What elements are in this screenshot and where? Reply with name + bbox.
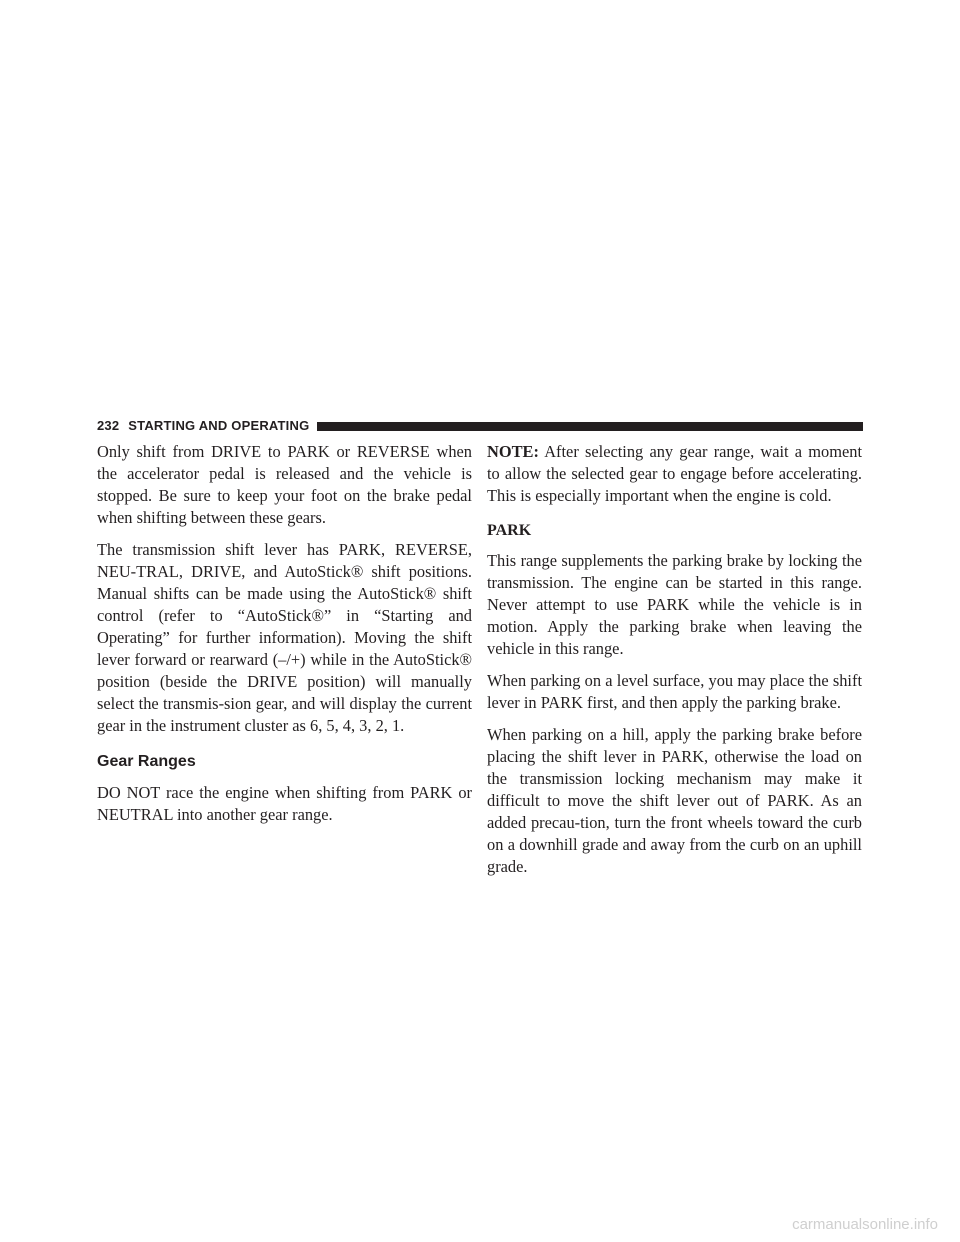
section-title: STARTING AND OPERATING	[128, 418, 310, 433]
note-label: NOTE:	[487, 442, 539, 461]
right-column	[487, 441, 862, 888]
page-header	[97, 419, 863, 433]
paragraph-level-surface: When parking on a level surface, you may place the shift lever in PARK first, and then apply the parking brake.	[487, 671, 862, 712]
left-column	[97, 441, 472, 836]
heading-gear-ranges: Gear Ranges	[97, 753, 196, 770]
paragraph-shift-lever-positions: The transmission shift lever has PARK, REVERSE, NEU-TRAL, DRIVE, and AutoStick® shift positions. Manual shifts can be made using the AutoStick® shift control (refer to “AutoStick®” in “Starting and Operating” for further information). Moving the shift lever forward or rearward (–/+) while in the AutoStick® position (beside the DRIVE position) will manually select the transmis-sion gear, and will display the current gear in the instrument cluster as 6, 5, 4, 3, 2, 1.	[97, 540, 472, 735]
paragraph-hill-parking: When parking on a hill, apply the parking brake before placing the shift lever in PARK, otherwise the load on the transmission locking mechanism may make it difficult to move the shift lever out of PARK. As an added precau-tion, turn the front wheels toward the curb on a downhill grade and away from the curb on an uphill grade.	[487, 725, 862, 876]
page-number: 232	[97, 418, 120, 433]
note-text: After selecting any gear range, wait a moment to allow the selected gear to engage before accelerating. This is especially important when the engine is cold.	[487, 442, 862, 505]
paragraph-park-range: This range supplements the parking brake by locking the transmission. The engine can be started in this range. Never attempt to use PARK while the vehicle is in motion. Apply the parking brake when leaving the vehicle in this range.	[487, 551, 862, 658]
note-paragraph	[487, 441, 862, 507]
paragraph-do-not-race: DO NOT race the engine when shifting from PARK or NEUTRAL into another gear range.	[97, 783, 472, 824]
heading-park: PARK	[487, 522, 532, 539]
header-rule	[317, 422, 863, 431]
paragraph-shift-drive-park: Only shift from DRIVE to PARK or REVERSE when the accelerator pedal is released and the vehicle is stopped. Be sure to keep your foot on the brake pedal when shifting between these gears.	[97, 442, 472, 527]
site-watermark: carmanualsonline.info	[792, 1216, 938, 1233]
